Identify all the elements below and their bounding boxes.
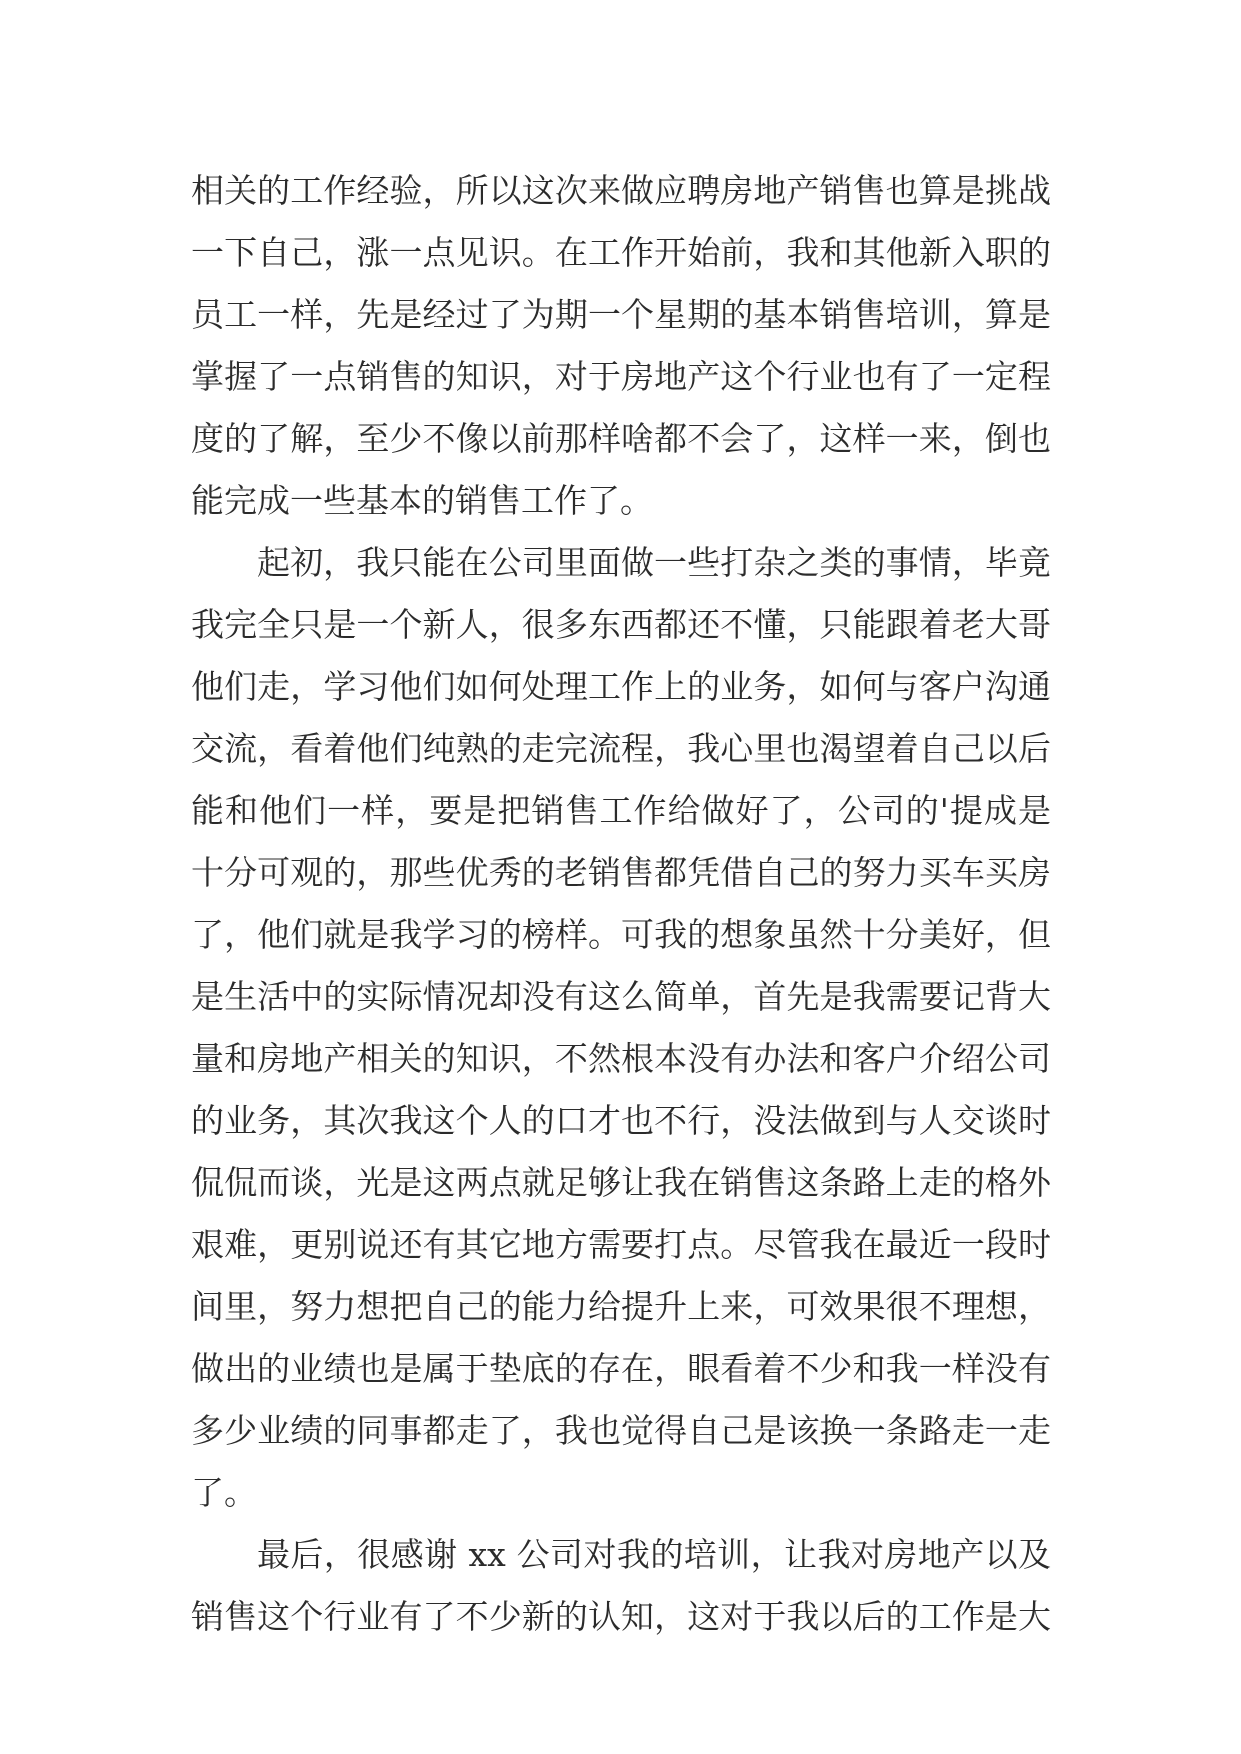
text-line: 侃侃而谈，光是这两点就足够让我在销售这条路上走的格外 — [191, 1163, 1051, 1202]
text-line: 最后，很感谢 xx 公司对我的培训，让我对房地产以及 — [257, 1535, 1051, 1574]
text-line: 能完成一些基本的销售工作了。 — [191, 481, 653, 520]
text-line: 了，他们就是我学习的榜样。可我的想象虽然十分美好，但 — [191, 915, 1051, 954]
text-line: 交流，看着他们纯熟的走完流程，我心里也渴望着自己以后 — [191, 729, 1051, 768]
text-line: 相关的工作经验，所以这次来做应聘房地产销售也算是挑战 — [191, 171, 1051, 210]
document-body — [191, 160, 1051, 1648]
text-line: 十分可观的，那些优秀的老销售都凭借自己的努力买车买房 — [191, 853, 1051, 892]
text-line: 间里，努力想把自己的能力给提升上来，可效果很不理想， — [191, 1287, 1051, 1326]
text-line: 量和房地产相关的知识，不然根本没有办法和客户介绍公司 — [191, 1039, 1051, 1078]
text-line: 一下自己，涨一点见识。在工作开始前，我和其他新入职的 — [191, 233, 1051, 272]
text-line: 我完全只是一个新人，很多东西都还不懂，只能跟着老大哥 — [191, 605, 1051, 644]
text-line: 员工一样，先是经过了为期一个星期的基本销售培训，算是 — [191, 295, 1051, 334]
text-line: 做出的业绩也是属于垫底的存在，眼看着不少和我一样没有 — [191, 1349, 1051, 1388]
text-line: 掌握了一点销售的知识，对于房地产这个行业也有了一定程 — [191, 357, 1051, 396]
text-line: 能和他们一样，要是把销售工作给做好了，公司的'提成是 — [191, 791, 1051, 830]
paragraph-2 — [191, 532, 1051, 1524]
paragraph-3 — [191, 1524, 1051, 1648]
text-line: 艰难，更别说还有其它地方需要打点。尽管我在最近一段时 — [191, 1225, 1051, 1264]
text-line: 的业务，其次我这个人的口才也不行，没法做到与人交谈时 — [191, 1101, 1051, 1140]
paragraph-1 — [191, 160, 1051, 532]
text-line: 起初，我只能在公司里面做一些打杂之类的事情，毕竟 — [257, 543, 1051, 582]
text-line: 他们走，学习他们如何处理工作上的业务，如何与客户沟通 — [191, 667, 1051, 706]
text-line: 了。 — [191, 1473, 257, 1512]
text-line: 多少业绩的同事都走了，我也觉得自己是该换一条路走一走 — [191, 1411, 1051, 1450]
text-line: 是生活中的实际情况却没有这么简单，首先是我需要记背大 — [191, 977, 1051, 1016]
text-line: 销售这个行业有了不少新的认知，这对于我以后的工作是大 — [191, 1597, 1051, 1636]
text-line: 度的了解，至少不像以前那样啥都不会了，这样一来，倒也 — [191, 419, 1051, 458]
